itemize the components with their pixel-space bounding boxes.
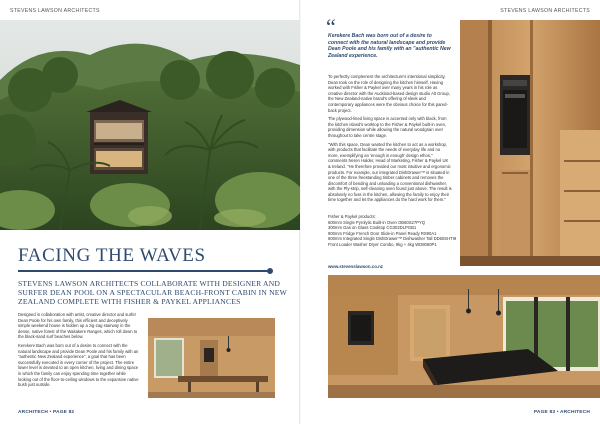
quote-mark-icon: “: [326, 14, 336, 39]
kitchen-dining-photo: [328, 275, 600, 398]
spec-item: Front Loader Washer Dryer Combo, 9kg + 4kg WD8060P1: [328, 241, 437, 247]
right-paragraph: The plywood-lined living space is accented only with black, from the kitchen island's worktop to the Fisher & Paykel built-in oven, providing dimension while allowing the natural woodgrain over throughout to take centre stage.: [328, 116, 447, 138]
title-rule: [18, 270, 270, 272]
article-title: FACING THE WAVES: [18, 245, 206, 266]
spec-item: 600mm Single Pyrolytic Built-in Oven OB60S27PYQ: [328, 219, 426, 225]
article-subtitle: STEVENS LAWSON ARCHITECTS COLLABORATE WITH DESIGNER AND SURFER DEAN POOL ON A SPECTACULAR BEACH-FRONT CABIN IN NEW ZEALAND COMPLETE WITH FISHER & PAYKEL APPLIANCES: [18, 279, 287, 307]
spec-item: 900mm Fridge French Door Slide-in Panel Ready RS90A1: [328, 230, 437, 236]
running-header-right: STEVENS LAWSON ARCHITECTS: [500, 8, 590, 14]
pull-quote: Kerekere Bach was born out of a desire to connect with the natural landscape and provide Dean Poole and his family with an "authentic New Zealand experience.: [328, 33, 451, 59]
kitchen-oven-photo: [460, 20, 600, 266]
title-rule-dot: [267, 268, 273, 274]
right-body-column: [328, 74, 452, 206]
left-paragraph: Designed in collaboration with artist, creative director and surfer Dean Poole for his own family, this efficient and deceptively simple weekend house is hidden up a zig-zag stairway in the dense, native forest of the Waitakere Ranges, which roll down to the black-sand surf beaches below.: [18, 312, 138, 340]
spec-item: 600mm Integrated Single DishDrawer™ Dishwasher Tall DD60SHTI9: [328, 236, 457, 242]
right-paragraph: "With this space, Dean wanted the kitchen to act as a workshop, with products that facilitate the needs of everyday life and no more, exemplifying an 'enough is enough' design ethos," comments Neren Halder, Head of Marketing, Fisher & Paykel UK & Ireland. "He therefore provided our most intuitive and ergonomic products. For example, our integrated DishDrawer™ is situated in one of the three freestanding timber cabinets and removes the discomfort of bending and unloading a conventional dishwasher, with the Ply-strip, self-cleaning oven found just above. The result is absolutely no fuss in the kitchen, allowing the family to enjoy their time together and let the appliances do the hard work for them.": [328, 141, 452, 203]
running-header-left: STEVENS LAWSON ARCHITECTS: [10, 8, 100, 14]
website-link[interactable]: www.stevenslawson.co.nz: [328, 264, 383, 269]
cabin-forest-photo: [0, 20, 300, 230]
specs-heading: Fisher & Paykel products:: [328, 214, 376, 219]
left-paragraph: Kerekere Bach was born out of a desire to connect with the natural landscape and provide Dean Poole and his family with an "authentic New Zealand experience", a goal that has been successfully executed in every corner of the project. The entire lower level is devoted to an open kitchen, living and dining space in which the family can enjoy spending time together while looking out of the floor-to-ceiling windows to the expansive native bush just outside.: [18, 342, 139, 388]
left-body-column: [18, 312, 140, 391]
product-specs: [328, 214, 457, 248]
spec-item: 300mm Gas on Glass Cooktop CG302DLPGB1: [328, 225, 417, 231]
living-space-photo: [148, 318, 275, 398]
footer-right: PAGE 83 • ARCHITECH: [533, 410, 590, 415]
right-paragraph: To perfectly complement the architecture's intentional simplicity, Dean took on the role of designing the kitchen himself. Having worked with Fisher & Paykel over many years in his role as creative director with the Auckland-based design studio Alt Group, the New Zealand-native brand's offering of sleek and contemporary appliances were the obvious choice for this pared-back project.: [328, 74, 450, 113]
footer-left: ARCHITECH • PAGE 82: [18, 410, 75, 415]
